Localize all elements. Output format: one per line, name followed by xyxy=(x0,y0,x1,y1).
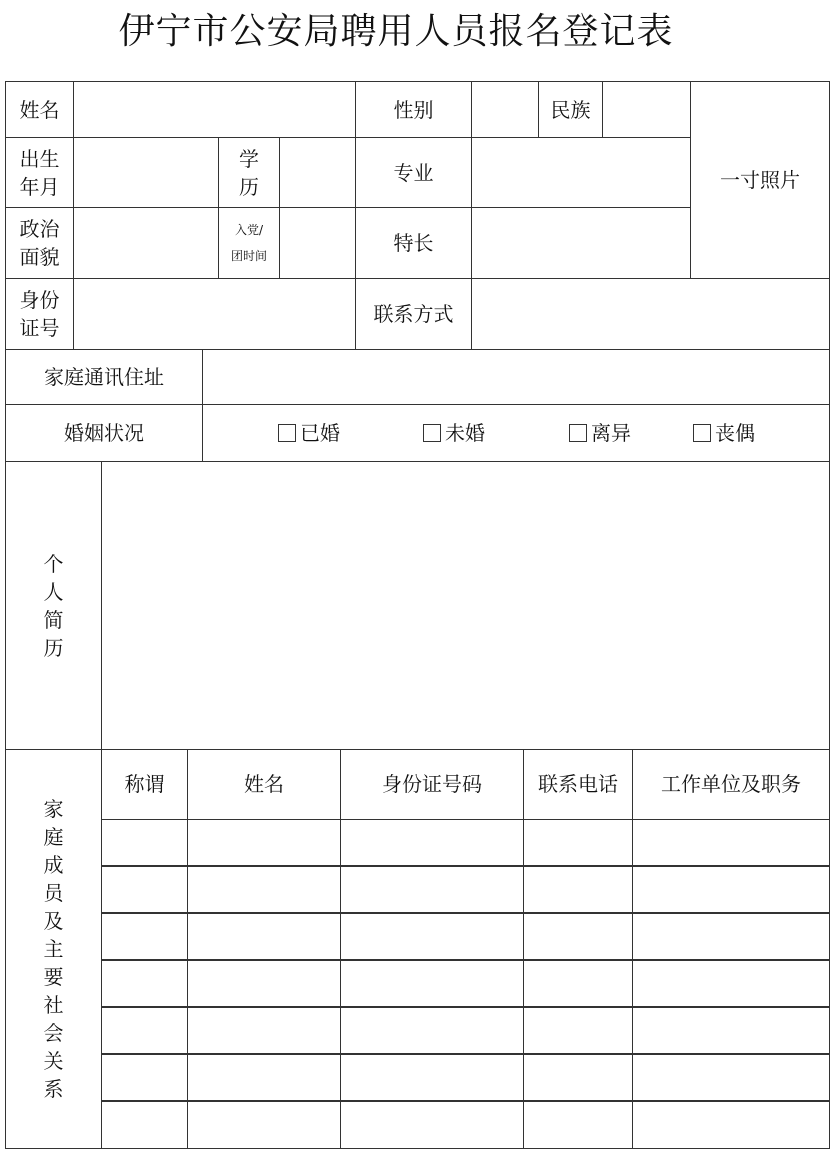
divorced-checkbox[interactable] xyxy=(569,419,631,447)
family-label-char: 员 xyxy=(43,881,64,905)
family-label-char: 成 xyxy=(43,853,64,877)
family-row-1-relation-cell[interactable] xyxy=(101,819,187,866)
contact-label: 联系方式 xyxy=(355,278,471,349)
form-title: 伊宁市公安局聘用人员报名登记表 xyxy=(118,11,674,52)
ethnicity-label: 民族 xyxy=(538,81,602,137)
family-row-3-id-number-cell[interactable] xyxy=(340,913,523,960)
family-row-6-phone-cell[interactable] xyxy=(523,1054,632,1101)
family-row-4-relation-cell[interactable] xyxy=(101,960,187,1007)
resume-label-char: 简 xyxy=(43,607,64,632)
family-row-6-relation-cell[interactable] xyxy=(101,1054,187,1101)
education-field[interactable] xyxy=(279,137,355,207)
birth-field[interactable] xyxy=(73,137,218,207)
political-field[interactable] xyxy=(73,207,218,278)
family-row-3-phone-cell[interactable] xyxy=(523,913,632,960)
family-row-7-name-cell[interactable] xyxy=(187,1101,340,1149)
birth-label-line-1: 出生 xyxy=(19,146,60,171)
divorced-option-label: 离异 xyxy=(591,421,631,445)
id-field[interactable] xyxy=(73,278,355,349)
id-label-line-2: 证号 xyxy=(19,316,60,340)
family-row-2-relation-cell[interactable] xyxy=(101,866,187,913)
family-row-5-employer-cell[interactable] xyxy=(632,1007,830,1054)
family-row-3-name-cell[interactable] xyxy=(187,913,340,960)
family-row-7-phone-cell[interactable] xyxy=(523,1101,632,1149)
education-label xyxy=(218,137,279,207)
name-field[interactable] xyxy=(73,81,355,137)
family-row-7-id-number-cell[interactable] xyxy=(340,1101,523,1149)
married-checkbox[interactable] xyxy=(278,419,340,447)
family-label-char: 会 xyxy=(43,1021,64,1045)
widowed-option-label: 丧偶 xyxy=(715,421,755,445)
family-header-employer: 工作单位及职务 xyxy=(632,749,830,819)
family-row-2-name-cell[interactable] xyxy=(187,866,340,913)
address-field[interactable] xyxy=(202,349,830,404)
family-row-7-employer-cell[interactable] xyxy=(632,1101,830,1149)
family-row-6-id-number-cell[interactable] xyxy=(340,1054,523,1101)
family-row-6-employer-cell[interactable] xyxy=(632,1054,830,1101)
resume-field[interactable] xyxy=(101,461,830,749)
major-field[interactable] xyxy=(471,137,690,207)
party-date-label xyxy=(218,207,279,278)
gender-label: 性别 xyxy=(355,81,471,137)
gender-field[interactable] xyxy=(471,81,538,137)
photo-area[interactable]: 一寸照片 xyxy=(690,81,830,278)
family-row-3-employer-cell[interactable] xyxy=(632,913,830,960)
unmarried-checkbox[interactable] xyxy=(423,419,485,447)
family-label-char: 庭 xyxy=(43,825,64,849)
checkbox-icon xyxy=(423,424,441,442)
family-header-id-number: 身份证号码 xyxy=(340,749,523,819)
marital-options xyxy=(202,404,830,461)
marital-label: 婚姻状况 xyxy=(5,404,202,461)
address-label: 家庭通讯住址 xyxy=(5,349,202,404)
family-header-relation: 称谓 xyxy=(101,749,187,819)
resume-label-char: 历 xyxy=(43,635,64,660)
education-label-line-2: 历 xyxy=(239,174,259,199)
family-row-5-id-number-cell[interactable] xyxy=(340,1007,523,1054)
family-row-4-id-number-cell[interactable] xyxy=(340,960,523,1007)
birth-label-line-2: 年月 xyxy=(19,174,60,199)
family-label xyxy=(5,749,101,1149)
checkbox-icon xyxy=(278,424,296,442)
family-row-2-id-number-cell[interactable] xyxy=(340,866,523,913)
family-label-char: 家 xyxy=(43,797,64,821)
married-option-label: 已婚 xyxy=(300,421,340,445)
family-row-5-phone-cell[interactable] xyxy=(523,1007,632,1054)
family-header-name: 姓名 xyxy=(187,749,340,819)
id-label-line-1: 身份 xyxy=(19,288,60,312)
family-row-2-phone-cell[interactable] xyxy=(523,866,632,913)
family-row-6-name-cell[interactable] xyxy=(187,1054,340,1101)
family-row-2-employer-cell[interactable] xyxy=(632,866,830,913)
specialty-field[interactable] xyxy=(471,207,690,278)
family-label-char: 要 xyxy=(43,965,64,989)
major-label: 专业 xyxy=(355,137,471,207)
family-row-1-id-number-cell[interactable] xyxy=(340,819,523,866)
unmarried-option-label: 未婚 xyxy=(445,421,485,445)
political-label-line-2: 面貌 xyxy=(19,245,60,269)
ethnicity-field[interactable] xyxy=(602,81,690,137)
family-row-1-phone-cell[interactable] xyxy=(523,819,632,866)
family-row-3-relation-cell[interactable] xyxy=(101,913,187,960)
checkbox-icon xyxy=(569,424,587,442)
resume-label-char: 个 xyxy=(43,551,64,576)
contact-field[interactable] xyxy=(471,278,830,349)
id-label xyxy=(5,278,73,349)
family-row-4-name-cell[interactable] xyxy=(187,960,340,1007)
family-row-7-relation-cell[interactable] xyxy=(101,1101,187,1149)
checkbox-icon xyxy=(693,424,711,442)
family-label-char: 系 xyxy=(43,1077,64,1101)
name-label: 姓名 xyxy=(5,81,73,137)
education-label-line-1: 学 xyxy=(239,146,259,171)
family-label-char: 社 xyxy=(43,993,64,1017)
family-row-1-name-cell[interactable] xyxy=(187,819,340,866)
family-row-4-employer-cell[interactable] xyxy=(632,960,830,1007)
party-date-label-line-1: 入党/ xyxy=(234,223,264,237)
family-label-char: 关 xyxy=(43,1049,64,1073)
specialty-label: 特长 xyxy=(355,207,471,278)
family-label-char: 及 xyxy=(43,909,64,933)
family-header-phone: 联系电话 xyxy=(523,749,632,819)
resume-label xyxy=(5,461,101,749)
family-row-1-employer-cell[interactable] xyxy=(632,819,830,866)
family-row-5-name-cell[interactable] xyxy=(187,1007,340,1054)
party-date-label-line-2: 团时间 xyxy=(230,249,267,263)
party-date-field[interactable] xyxy=(279,207,355,278)
family-row-4-phone-cell[interactable] xyxy=(523,960,632,1007)
resume-label-char: 人 xyxy=(43,579,64,604)
widowed-checkbox[interactable] xyxy=(693,419,755,447)
family-row-5-relation-cell[interactable] xyxy=(101,1007,187,1054)
political-label-line-1: 政治 xyxy=(19,217,60,241)
birth-label xyxy=(5,137,73,207)
political-label xyxy=(5,207,73,278)
family-label-char: 主 xyxy=(43,937,64,961)
